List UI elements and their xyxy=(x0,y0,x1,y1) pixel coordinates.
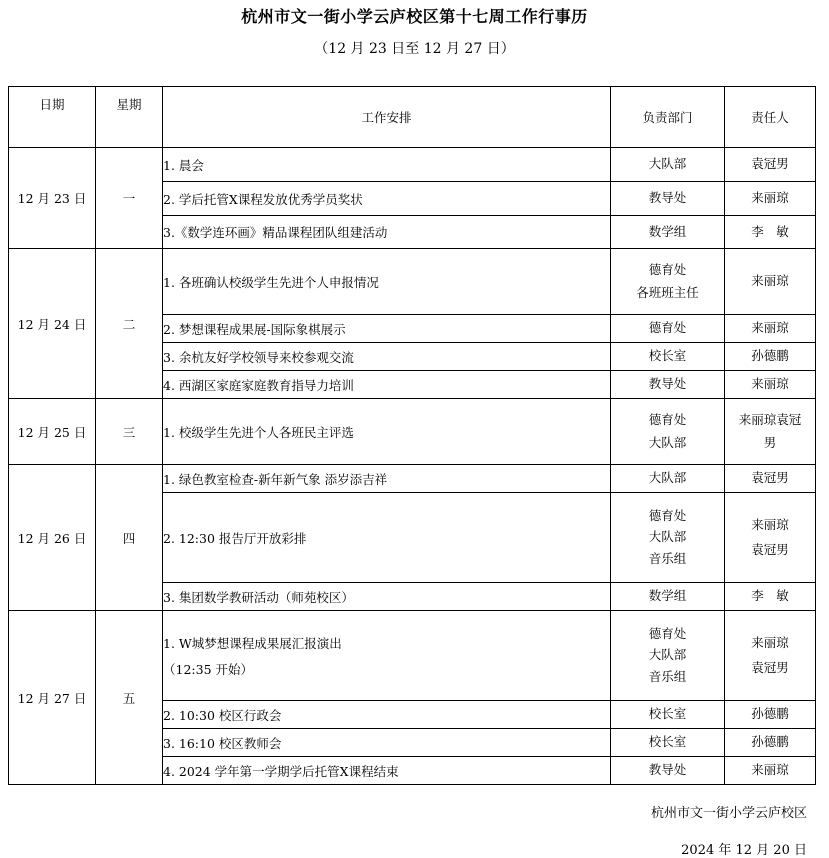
task-cell xyxy=(163,399,611,465)
table-row xyxy=(9,148,816,182)
person-cell-line: 李 敏 xyxy=(751,588,789,604)
person-cell-line: 来丽琼 xyxy=(751,273,789,289)
person-cell-line: 来丽琼 xyxy=(751,635,789,650)
person-cell xyxy=(725,148,816,182)
dept-cell xyxy=(611,315,725,343)
dept-cell-line: 大队部 xyxy=(648,470,687,486)
dept-cell-line: 德育处 xyxy=(648,261,687,277)
dept-cell-line: 大队部 xyxy=(648,647,687,663)
dept-cell-line: 数学组 xyxy=(648,588,687,604)
table-row xyxy=(9,249,816,315)
header-dept: 负责部门 xyxy=(611,87,725,148)
task-cell xyxy=(163,701,611,729)
task-cell-line: 1. W城梦想课程成果展汇报演出 xyxy=(163,635,342,651)
task-cell xyxy=(163,315,611,343)
table-row xyxy=(9,465,816,493)
task-cell-line: 3. 集团数学教研活动（师苑校区） xyxy=(163,589,354,605)
schedule-body xyxy=(9,148,816,785)
dept-cell-line: 德育处 xyxy=(648,625,687,641)
dept-cell-line: 音乐组 xyxy=(648,550,687,566)
person-cell-line: 来丽琼 xyxy=(751,190,789,206)
dept-cell-line: 德育处 xyxy=(648,320,687,336)
footer-org: 杭州市文一街小学云庐校区 xyxy=(650,806,807,821)
task-cell xyxy=(163,493,611,583)
page-title: 杭州市文一街小学云庐校区第十七周工作行事历 xyxy=(241,7,588,26)
task-cell-line: 1. 校级学生先进个人各班民主评选 xyxy=(163,424,354,440)
schedule-table xyxy=(8,86,816,785)
table-row xyxy=(9,399,816,465)
person-cell xyxy=(725,182,816,216)
header-weekday: 星期 xyxy=(96,87,163,148)
task-cell xyxy=(163,249,611,315)
person-cell xyxy=(725,216,816,249)
task-cell-line: 4. 2024 学年第一学期学后托管X课程结束 xyxy=(163,763,399,779)
header-row xyxy=(9,87,816,148)
person-cell xyxy=(725,399,816,465)
dept-cell-line: 教导处 xyxy=(648,376,687,392)
person-cell xyxy=(725,371,816,399)
dept-cell-line: 大队部 xyxy=(648,529,687,545)
footer-date: 2024 年 12 月 20 日 xyxy=(681,843,807,858)
task-cell-line: 1. 各班确认校级学生先进个人申报情况 xyxy=(163,274,379,290)
task-cell-line: 2. 梦想课程成果展-国际象棋展示 xyxy=(163,321,346,337)
person-cell-line: 来丽琼 xyxy=(751,762,789,778)
task-cell xyxy=(163,611,611,701)
dept-cell xyxy=(611,249,725,315)
person-cell xyxy=(725,701,816,729)
weekday-cell: 四 xyxy=(96,465,163,611)
dept-cell-line: 数学组 xyxy=(648,223,687,239)
task-cell-line: （12:35 开始） xyxy=(163,661,253,677)
person-cell-line: 来丽琼 xyxy=(751,376,789,392)
header-date: 日期 xyxy=(9,87,96,148)
task-cell-line: 2. 12:30 报告厅开放彩排 xyxy=(163,530,307,546)
dept-cell-line: 各班班主任 xyxy=(636,284,699,300)
weekday-cell: 五 xyxy=(96,611,163,785)
task-cell xyxy=(163,465,611,493)
task-cell-line: 3. 余杭友好学校领导来校参观交流 xyxy=(163,349,354,365)
person-cell-line: 来丽琼袁冠 xyxy=(738,411,802,427)
dept-cell-line: 校长室 xyxy=(648,706,687,722)
task-cell xyxy=(163,371,611,399)
task-cell xyxy=(163,757,611,785)
task-cell xyxy=(163,216,611,249)
person-cell xyxy=(725,583,816,611)
dept-cell-line: 大队部 xyxy=(648,156,687,172)
dept-cell xyxy=(611,465,725,493)
dept-cell-line: 教导处 xyxy=(648,190,687,206)
task-cell xyxy=(163,182,611,216)
task-cell xyxy=(163,729,611,757)
dept-cell xyxy=(611,148,725,182)
dept-cell-line: 校长室 xyxy=(648,348,687,364)
weekday-cell: 三 xyxy=(96,399,163,465)
weekday-cell: 二 xyxy=(96,249,163,399)
person-cell-line: 袁冠男 xyxy=(751,156,789,172)
person-cell xyxy=(725,611,816,701)
header-task: 工作安排 xyxy=(163,87,611,148)
person-cell-line: 来丽琼 xyxy=(751,517,789,532)
dept-cell xyxy=(611,371,725,399)
task-cell xyxy=(163,343,611,371)
person-cell-line: 孙德鹏 xyxy=(751,348,789,364)
table-row xyxy=(9,611,816,701)
person-cell-line: 袁冠男 xyxy=(751,659,789,675)
person-cell-line: 袁冠男 xyxy=(751,541,789,557)
person-cell xyxy=(725,493,816,583)
date-cell: 12 月 24 日 xyxy=(9,249,96,399)
date-cell: 12 月 26 日 xyxy=(9,465,96,611)
person-cell-line: 李 敏 xyxy=(751,223,789,239)
dept-cell xyxy=(611,216,725,249)
task-cell-line: 2. 学后托管X课程发放优秀学员奖状 xyxy=(163,191,363,207)
task-cell-line: 3. 16:10 校区教师会 xyxy=(163,735,282,751)
person-cell xyxy=(725,315,816,343)
person-cell xyxy=(725,465,816,493)
task-cell-line: 2. 10:30 校区行政会 xyxy=(163,707,282,723)
dept-cell xyxy=(611,611,725,701)
person-cell-line: 男 xyxy=(763,434,777,450)
person-cell xyxy=(725,249,816,315)
dept-cell xyxy=(611,729,725,757)
dept-cell-line: 德育处 xyxy=(648,411,687,427)
dept-cell-line: 校长室 xyxy=(648,734,687,750)
dept-cell xyxy=(611,343,725,371)
person-cell-line: 孙德鹏 xyxy=(751,734,789,750)
task-cell xyxy=(163,148,611,182)
person-cell xyxy=(725,757,816,785)
dept-cell-line: 德育处 xyxy=(648,507,687,523)
person-cell-line: 孙德鹏 xyxy=(751,706,789,722)
task-cell-line: 1. 晨会 xyxy=(163,157,204,173)
task-cell xyxy=(163,583,611,611)
dept-cell-line: 大队部 xyxy=(648,434,687,450)
person-cell-line: 袁冠男 xyxy=(751,470,789,486)
task-cell-line: 3.《数学连环画》精品课程团队组建活动 xyxy=(163,225,388,240)
person-cell xyxy=(725,343,816,371)
dept-cell xyxy=(611,757,725,785)
date-cell: 12 月 23 日 xyxy=(9,148,96,249)
header-person: 责任人 xyxy=(725,87,816,148)
task-cell-line: 1. 绿色教室检查-新年新气象 添岁添吉祥 xyxy=(163,471,388,487)
dept-cell xyxy=(611,701,725,729)
dept-cell xyxy=(611,493,725,583)
dept-cell-line: 音乐组 xyxy=(648,668,687,684)
person-cell xyxy=(725,729,816,757)
dept-cell xyxy=(611,399,725,465)
dept-cell xyxy=(611,583,725,611)
page-subtitle: （12 月 23 日至 12 月 27 日） xyxy=(314,41,515,57)
date-cell: 12 月 25 日 xyxy=(9,399,96,465)
date-cell: 12 月 27 日 xyxy=(9,611,96,785)
person-cell-line: 来丽琼 xyxy=(751,320,789,336)
weekday-cell: 一 xyxy=(96,148,163,249)
task-cell-line: 4. 西湖区家庭家庭教育指导力培训 xyxy=(163,377,354,393)
dept-cell xyxy=(611,182,725,216)
dept-cell-line: 教导处 xyxy=(648,762,687,778)
